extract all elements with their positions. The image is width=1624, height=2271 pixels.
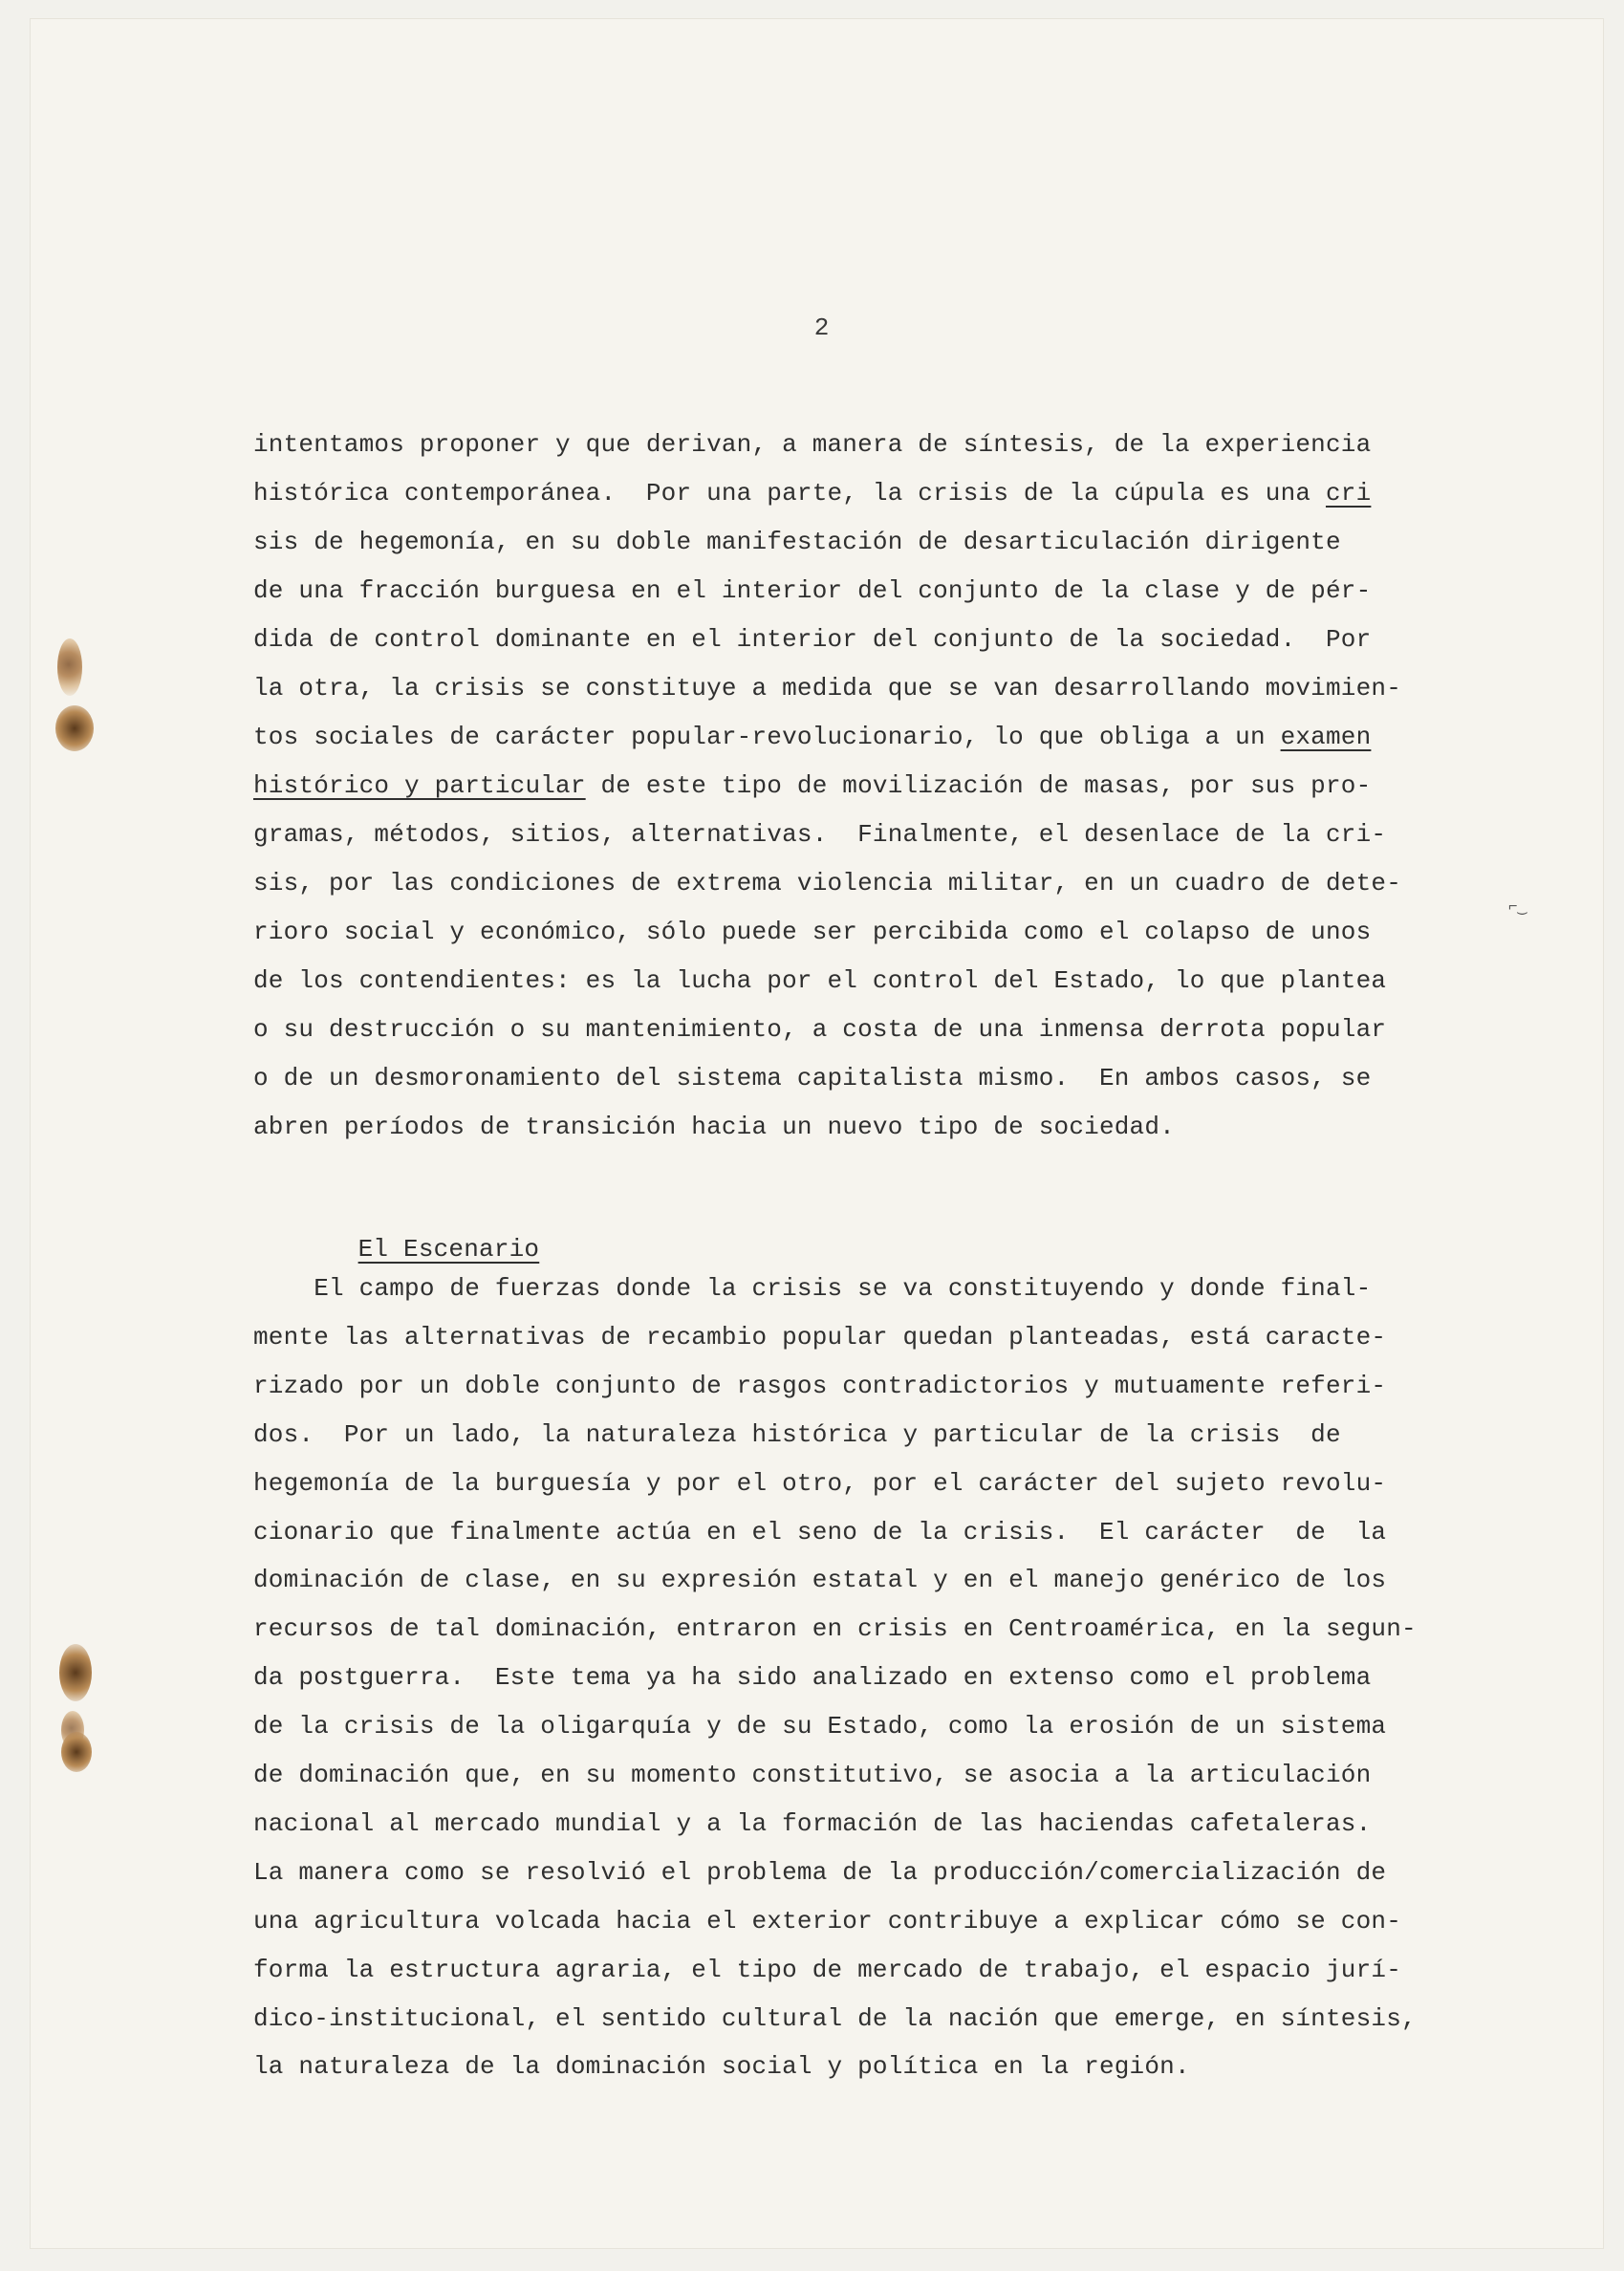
line-text: nacional al mercado mundial y a la formación de las haciendas cafetaleras. [253,1808,1372,1838]
line-text: mente las alternativas de recambio popular quedan planteadas, está caracte- [253,1322,1387,1352]
paragraph-2-line [253,1420,1341,1449]
line-text: de este tipo de movilización de masas, por sus pro- [585,771,1372,800]
line-text: una agricultura volcada hacia el exterior contribuye a explicar cómo se con- [253,1906,1401,1936]
line-text: rizado por un doble conjunto de rasgos contradictorios y mutuamente referi- [253,1371,1387,1400]
rust-stain-mark [57,638,82,696]
line-text: hegemonía de la burguesía y por el otro, por el carácter del sujeto revolu- [253,1468,1387,1498]
paragraph-2-line [253,1663,1371,1692]
line-text: dida de control dominante en el interior del conjunto de la sociedad. Por [253,625,1372,654]
line-text: intentamos proponer y que derivan, a manera de síntesis, de la experiencia [253,430,1372,459]
paragraph-2-line [253,1712,1386,1741]
paragraph-1-line [253,966,1386,995]
line-text: o de un desmoronamiento del sistema capitalista mismo. En ambos casos, se [253,1064,1372,1092]
paragraph-2-line [253,1956,1401,1984]
paragraph-2-line [253,1858,1386,1887]
line-text: de dominación que, en su momento constitutivo, se asocia a la articulación [253,1761,1372,1789]
paragraph-1-line [253,723,1371,751]
paragraph-1-line [253,1064,1371,1092]
line-text: cionario que finalmente actúa en el seno de la crisis. El carácter de la [253,1517,1387,1546]
punch-hole-mark [61,1732,92,1772]
paragraph-1-line [253,869,1401,898]
paragraph-2-line [253,1518,1386,1546]
paragraph-2-line [253,1809,1371,1838]
line-text: rioro social y económico, sólo puede ser percibida como el colapso de unos [253,918,1372,946]
paragraph-1-line [253,1113,1175,1141]
line-text: la otra, la crisis se constituye a medida que se van desarrollando movimien- [253,674,1401,703]
line-text: abren períodos de transición hacia un nuevo tipo de sociedad. [253,1113,1175,1141]
punch-hole-mark [59,1644,92,1701]
line-text: gramas, métodos, sitios, alternativas. Finalmente, el desenlace de la cri- [253,820,1387,849]
line-text: dominación de clase, en su expresión estatal y en el manejo genérico de los [253,1566,1387,1595]
line-text: dico-institucional, el sentido cultural de la nación que emerge, en síntesis, [253,2003,1417,2033]
paragraph-1-line [253,528,1341,556]
line-text: tos sociales de carácter popular-revolucionario, lo que obliga a un [253,723,1281,751]
line-text: sis, por las condiciones de extrema violencia militar, en un cuadro de dete- [253,869,1401,898]
section-heading: El Escenario [357,1235,540,1264]
paragraph-1-line [253,1015,1386,1044]
line-text: dos. Por un lado, la naturaleza histórica y particular de la crisis de [253,1419,1341,1449]
underlined-text: examen [1280,723,1372,751]
line-text: histórica contemporánea. Por una parte, la crisis de la cúpula es una [253,479,1326,508]
line-text: de una fracción burguesa en el interior del conjunto de la clase y de pér- [253,576,1372,605]
paragraph-2-line [253,1614,1417,1643]
paragraph-2-line [253,1469,1386,1498]
line-text: forma la estructura agraria, el tipo de mercado de trabajo, el espacio jurí- [253,1955,1401,1984]
line-text: de los contendientes: es la lucha por el control del Estado, lo que plantea [253,966,1387,995]
paragraph-2-line [253,1907,1401,1936]
line-text: La manera como se resolvió el problema de la producción/comercialización de [253,1857,1387,1887]
paragraph-1-line [253,576,1371,605]
paragraph-2-line [253,1761,1371,1789]
paragraph-2-line [253,1274,1371,1303]
paragraph-1-line [253,771,1371,800]
line-text: de la crisis de la oligarquía y de su Estado, como la erosión de un sistema [253,1712,1387,1741]
paragraph-2-line [253,1566,1386,1594]
paragraph-2-line [253,1323,1386,1352]
paragraph-1-line [253,479,1371,508]
punch-hole-mark [55,705,94,751]
paragraph-2-line [253,1372,1386,1400]
line-text: El campo de fuerzas donde la crisis se va constituyendo y donde final- [253,1274,1372,1303]
line-text: da postguerra. Este tema ya ha sido analizado en extenso como el problema [253,1663,1372,1693]
page-number: 2 [813,314,830,342]
underlined-text: cri [1325,479,1372,508]
paragraph-1-line [253,625,1371,654]
paragraph-2-line [253,2052,1190,2081]
margin-mark: ⌐‿ [1508,898,1527,916]
line-text: o su destrucción o su mantenimiento, a costa de una inmensa derrota popular [253,1015,1387,1044]
paragraph-1-line [253,918,1371,946]
paragraph-1-line [253,674,1401,703]
paragraph-1-line [253,820,1386,849]
line-text: sis de hegemonía, en su doble manifestación de desarticulación dirigente [253,528,1341,556]
line-text: la naturaleza de la dominación social y política en la región. [253,2052,1190,2082]
line-text: recursos de tal dominación, entraron en crisis en Centroamérica, en la segun- [253,1614,1417,1644]
paragraph-2-line [253,2004,1417,2033]
paragraph-1-line [253,430,1371,459]
underlined-text: histórico y particular [253,771,586,800]
